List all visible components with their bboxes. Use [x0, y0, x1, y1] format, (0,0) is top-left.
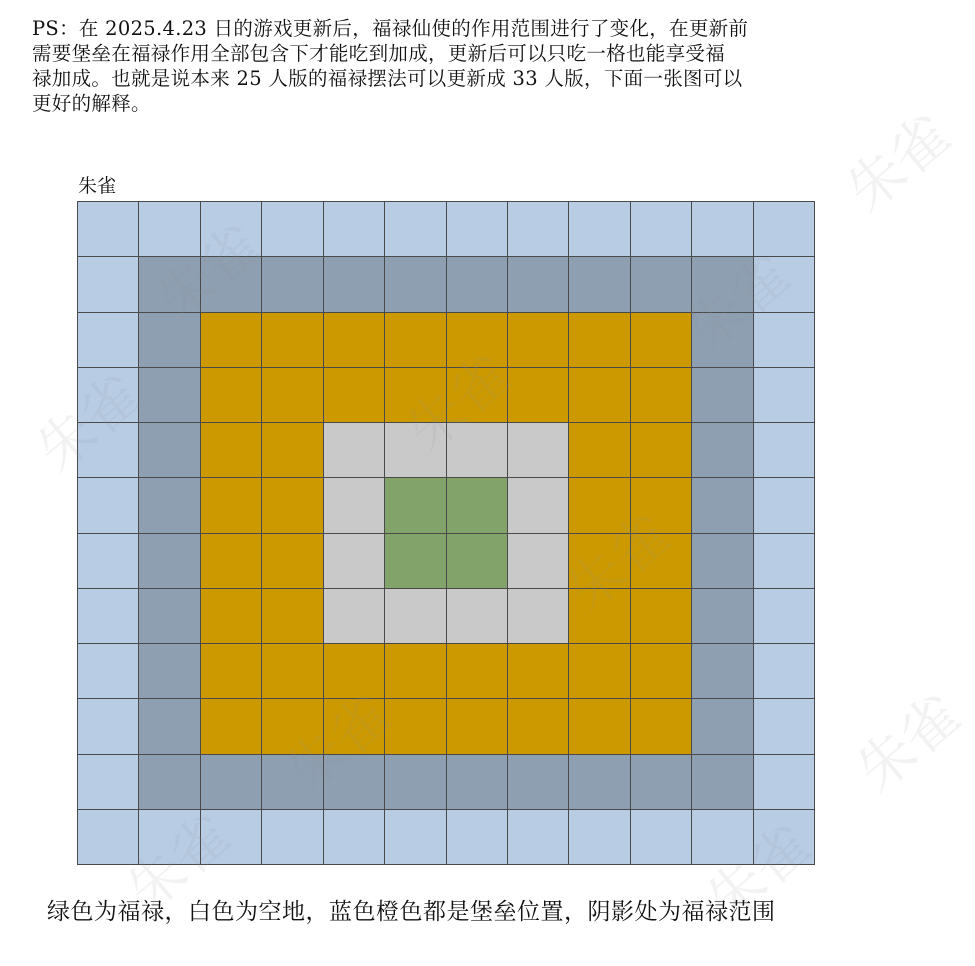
cell-orange [447, 699, 508, 754]
cell-orange [569, 699, 630, 754]
cell-light-blue [385, 202, 446, 257]
cell-gray-blue [508, 755, 569, 810]
cell-gray-blue [262, 755, 323, 810]
watermark: 朱雀 [695, 812, 823, 935]
cell-white [324, 423, 385, 478]
cell-orange [262, 534, 323, 589]
cell-light-blue [139, 810, 200, 865]
cell-white [385, 589, 446, 644]
cell-orange [569, 368, 630, 423]
cell-gray-blue [139, 478, 200, 533]
cell-orange [508, 644, 569, 699]
cell-orange [201, 589, 262, 644]
cell-gray-blue [324, 257, 385, 312]
cell-light-blue [692, 810, 753, 865]
cell-orange [262, 644, 323, 699]
cell-light-blue [78, 313, 139, 368]
cell-gray-blue [139, 257, 200, 312]
cell-light-blue [447, 202, 508, 257]
cell-gray-blue [139, 423, 200, 478]
cell-orange [569, 644, 630, 699]
cell-gray-blue [139, 589, 200, 644]
cell-orange [631, 313, 692, 368]
cell-orange [508, 313, 569, 368]
cell-gray-blue [692, 257, 753, 312]
cell-orange [569, 589, 630, 644]
cell-orange [201, 699, 262, 754]
cell-gray-blue [324, 755, 385, 810]
cell-orange [631, 589, 692, 644]
cell-white [508, 589, 569, 644]
cell-white [324, 478, 385, 533]
watermark: 朱雀 [835, 102, 963, 225]
cell-gray-blue [692, 755, 753, 810]
cell-orange [201, 313, 262, 368]
cell-light-blue [262, 202, 323, 257]
legend-caption: 绿色为福禄，白色为空地，蓝色橙色都是堡垒位置，阴影处为福禄范围 [47, 899, 776, 925]
cell-light-blue [78, 257, 139, 312]
cell-light-blue [78, 755, 139, 810]
cell-gray-blue [262, 257, 323, 312]
cell-light-blue [78, 423, 139, 478]
cell-light-blue [569, 202, 630, 257]
cell-white [508, 423, 569, 478]
cell-orange [324, 313, 385, 368]
cell-light-blue [78, 810, 139, 865]
cell-gray-blue [139, 368, 200, 423]
cell-green [447, 534, 508, 589]
cell-light-blue [754, 257, 815, 312]
cell-orange [324, 644, 385, 699]
cell-light-blue [78, 589, 139, 644]
cell-orange [631, 534, 692, 589]
cell-green [385, 534, 446, 589]
cell-orange [385, 368, 446, 423]
cell-light-blue [78, 699, 139, 754]
cell-light-blue [569, 810, 630, 865]
cell-gray-blue [631, 257, 692, 312]
cell-white [324, 534, 385, 589]
cell-orange [569, 478, 630, 533]
cell-light-blue [754, 478, 815, 533]
cell-light-blue [508, 810, 569, 865]
cell-light-blue [139, 202, 200, 257]
cell-green [385, 478, 446, 533]
cell-light-blue [754, 644, 815, 699]
cell-green [447, 478, 508, 533]
cell-light-blue [78, 644, 139, 699]
cell-orange [201, 368, 262, 423]
cell-gray-blue [692, 478, 753, 533]
cell-light-blue [754, 313, 815, 368]
cell-gray-blue [692, 699, 753, 754]
cell-orange [262, 368, 323, 423]
cell-light-blue [754, 810, 815, 865]
cell-orange [201, 423, 262, 478]
cell-gray-blue [569, 257, 630, 312]
paragraph-line: 禄加成。也就是说本来 25 人版的福禄摆法可以更新成 33 人版，下面一张图可以 [32, 67, 743, 90]
cell-orange [631, 699, 692, 754]
cell-gray-blue [692, 534, 753, 589]
paragraph-line: 更好的解释。 [32, 92, 151, 115]
cell-white [447, 423, 508, 478]
cell-gray-blue [692, 313, 753, 368]
cell-light-blue [324, 202, 385, 257]
cell-light-blue [754, 368, 815, 423]
cell-orange [262, 589, 323, 644]
cell-gray-blue [139, 699, 200, 754]
cell-gray-blue [139, 644, 200, 699]
cell-orange [324, 368, 385, 423]
paragraph-line: 需要堡垒在福禄作用全部包含下才能吃到加成，更新后可以只吃一格也能享受福 [32, 42, 726, 65]
cell-gray-blue [139, 534, 200, 589]
intro-paragraph [32, 16, 877, 116]
cell-gray-blue [447, 755, 508, 810]
cell-orange [262, 423, 323, 478]
cell-orange [631, 368, 692, 423]
cell-orange [201, 534, 262, 589]
cell-light-blue [324, 810, 385, 865]
cell-orange [201, 644, 262, 699]
paragraph-line: PS：在 2025.4.23 日的游戏更新后，福禄仙使的作用范围进行了变化，在更新前 [32, 17, 749, 40]
cell-gray-blue [692, 589, 753, 644]
cell-orange [569, 423, 630, 478]
cell-white [508, 534, 569, 589]
cell-light-blue [754, 423, 815, 478]
cell-gray-blue [692, 368, 753, 423]
cell-orange [262, 699, 323, 754]
cell-orange [508, 699, 569, 754]
fortress-layout-grid [77, 201, 815, 865]
cell-orange [385, 699, 446, 754]
cell-orange [385, 644, 446, 699]
cell-light-blue [78, 534, 139, 589]
cell-light-blue [201, 202, 262, 257]
cell-orange [201, 478, 262, 533]
cell-light-blue [78, 368, 139, 423]
cell-gray-blue [139, 755, 200, 810]
cell-orange [447, 644, 508, 699]
cell-white [447, 589, 508, 644]
cell-light-blue [754, 534, 815, 589]
cell-light-blue [508, 202, 569, 257]
cell-light-blue [631, 202, 692, 257]
cell-light-blue [78, 202, 139, 257]
cell-light-blue [692, 202, 753, 257]
cell-orange [262, 478, 323, 533]
cell-orange [447, 313, 508, 368]
watermark: 朱雀 [845, 682, 973, 805]
cell-gray-blue [201, 257, 262, 312]
cell-light-blue [78, 478, 139, 533]
cell-gray-blue [385, 257, 446, 312]
cell-light-blue [754, 589, 815, 644]
cell-gray-blue [508, 257, 569, 312]
cell-gray-blue [139, 313, 200, 368]
cell-white [324, 589, 385, 644]
cell-orange [324, 699, 385, 754]
cell-light-blue [201, 810, 262, 865]
cell-orange [631, 423, 692, 478]
cell-gray-blue [631, 755, 692, 810]
cell-gray-blue [692, 644, 753, 699]
cell-gray-blue [692, 423, 753, 478]
cell-orange [508, 368, 569, 423]
cell-orange [569, 313, 630, 368]
cell-light-blue [447, 810, 508, 865]
cell-light-blue [262, 810, 323, 865]
cell-gray-blue [201, 755, 262, 810]
cell-light-blue [631, 810, 692, 865]
cell-gray-blue [385, 755, 446, 810]
grid-caption: 朱雀 [78, 175, 117, 197]
cell-white [508, 478, 569, 533]
cell-light-blue [754, 202, 815, 257]
cell-orange [631, 644, 692, 699]
cell-white [385, 423, 446, 478]
cell-light-blue [385, 810, 446, 865]
cell-gray-blue [447, 257, 508, 312]
cell-orange [262, 313, 323, 368]
cell-orange [569, 534, 630, 589]
cell-light-blue [754, 755, 815, 810]
cell-light-blue [754, 699, 815, 754]
cell-orange [447, 368, 508, 423]
cell-orange [631, 478, 692, 533]
cell-orange [385, 313, 446, 368]
cell-gray-blue [569, 755, 630, 810]
